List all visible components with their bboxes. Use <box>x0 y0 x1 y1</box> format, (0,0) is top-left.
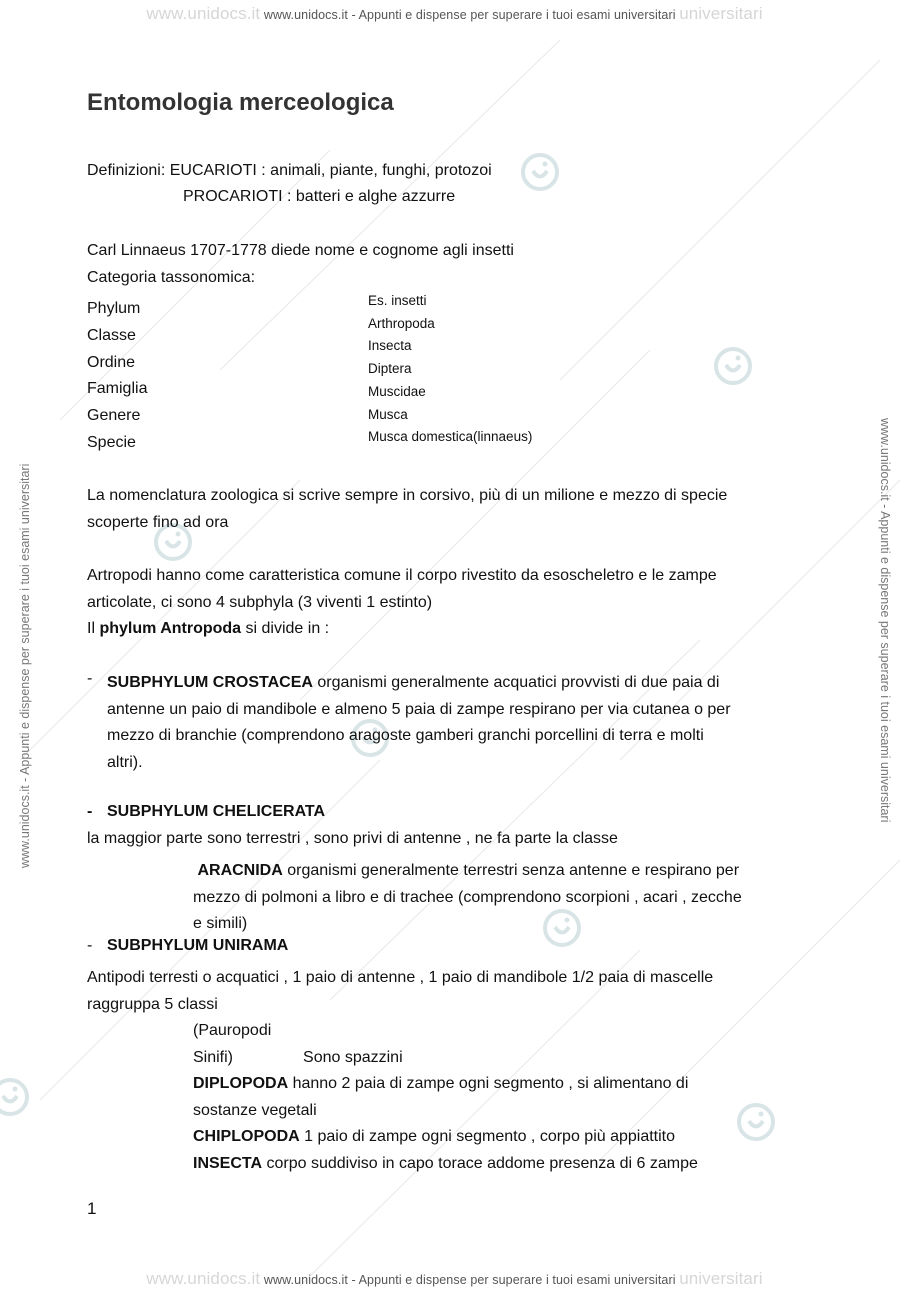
text: organismi generalmente acquatici provvisti di due paia di <box>312 674 720 691</box>
watermark-banner-bottom[interactable] <box>0 1269 909 1289</box>
taxonomy-rank: Classe <box>87 326 136 344</box>
arthropods-paragraph <box>87 563 717 643</box>
definition-procarioti: PROCARIOTI : batteri e alghe azzurre <box>183 188 456 205</box>
bullet-dash: - <box>87 670 93 687</box>
text: organismi generalmente terrestri senza antenne e respirano per <box>282 862 740 879</box>
page-title: Entomologia merceologica <box>87 89 394 116</box>
taxonomy-rank: Genere <box>87 407 141 425</box>
taxonomy-example: Diptera <box>368 361 412 377</box>
watermark-side-left: www.unidocs.it - Appunti e dispense per superare i tuoi esami universitari <box>18 463 32 868</box>
subphylum-heading: SUBPHYLUM CHELICERATA <box>107 803 326 820</box>
watermark-ghost-right: universitari <box>679 1269 763 1288</box>
linnaeus-line: Carl Linnaeus 1707-1778 diede nome e cognome agli insetti <box>87 242 514 259</box>
paragraph-line: raggruppa 5 classi <box>87 995 218 1013</box>
taxonomy-example: Es. insetti <box>368 293 427 308</box>
paragraph-line: Antipodi terresti o acquatici , 1 paio di antenne , 1 paio di mandibole 1/2 paia di mascelle <box>87 969 714 986</box>
watermark-ghost-left: www.unidocs.it <box>146 4 261 23</box>
chelicerata-desc: la maggior parte sono terrestri , sono privi di antenne , ne fa parte la classe <box>87 830 618 847</box>
crostacea-section <box>107 670 731 776</box>
class-heading: ARACNIDA <box>197 862 283 879</box>
taxonomy-example: Musca <box>368 406 408 422</box>
class-item <box>193 1151 698 1178</box>
class-heading: CHIPLOPODA <box>193 1128 300 1145</box>
paragraph-line: scoperte fino ad ora <box>87 513 229 531</box>
taxonomy-example: Arthropoda <box>368 315 435 331</box>
watermark-banner-text: www.unidocs.it - Appunti e dispense per superare i tuoi esami universitari <box>263 1273 676 1287</box>
chelicerata-heading <box>107 803 325 821</box>
crostacea-line <box>107 670 731 697</box>
unidocs-logo-icon <box>0 1077 30 1117</box>
text: corpo suddiviso in capo torace addome presenza di 6 zampe <box>262 1154 698 1172</box>
paragraph-line: mezzo di branchie (comprendono aragoste gamberi granchi porcellini di terra e molti <box>107 727 704 744</box>
class-heading: DIPLOPODA <box>193 1075 289 1092</box>
watermark-ghost-left: www.unidocs.it <box>146 1269 261 1288</box>
taxonomy-heading: Categoria tassonomica: <box>87 269 256 286</box>
class-item: (Pauropodi <box>193 1022 272 1039</box>
taxonomy-rank: Ordine <box>87 353 136 371</box>
taxonomy-ranks <box>87 296 147 457</box>
unidocs-logo-icon <box>520 152 560 192</box>
paragraph-line: articolate, ci sono 4 subphyla (3 viventi 1 estinto) <box>87 593 433 611</box>
watermark-ghost-right: universitari <box>679 4 763 23</box>
taxonomy-examples <box>368 290 532 449</box>
bold-term: phylum Antropoda <box>99 620 242 637</box>
unirama-heading <box>107 937 288 955</box>
text: hanno 2 paia di zampe ogni segmento , si alimentano di <box>288 1075 689 1092</box>
taxonomy-example: Muscidae <box>368 383 426 399</box>
watermark-side-right: www.unidocs.it - Appunti e dispense per superare i tuoi esami universitari <box>878 418 892 823</box>
phylum-line <box>87 616 717 643</box>
watermark-banner-text: www.unidocs.it - Appunti e dispense per superare i tuoi esami universitari <box>263 8 676 22</box>
aracnida-line <box>193 858 742 885</box>
paragraph-line: altri). <box>107 753 143 771</box>
definitions-line-1 <box>87 162 492 180</box>
unirama-classes <box>193 1018 698 1177</box>
definition-eucarioti: EUCARIOTI : animali, piante, funghi, protozoi <box>169 162 492 179</box>
text: 1 paio di zampe ogni segmento , corpo più appiattito <box>299 1128 676 1145</box>
bullet-dash: - <box>87 937 93 954</box>
taxonomy-example: Musca domestica(linnaeus) <box>368 429 533 445</box>
paragraph-line: Artropodi hanno come caratteristica comune il corpo rivestito da esoscheletro e le zampe <box>87 567 717 584</box>
nomenclature-paragraph <box>87 483 727 536</box>
class-heading: INSECTA <box>193 1154 263 1172</box>
paragraph-line: La nomenclatura zoologica si scrive sempre in corsivo, più di un milione e mezzo di specie <box>87 487 728 504</box>
watermark-banner-top[interactable] <box>0 4 909 24</box>
text: Sinifi) <box>193 1048 234 1066</box>
subphylum-heading: SUBPHYLUM CROSTACEA <box>107 674 313 691</box>
definitions-label: Definizioni: <box>87 162 166 179</box>
paragraph-line: mezzo di polmoni a libro e di trachee (comprendono scorpioni , acari , zecche <box>193 888 742 906</box>
taxonomy-rank: Phylum <box>87 300 141 317</box>
unirama-desc <box>87 965 713 1018</box>
page-number: 1 <box>87 1199 97 1218</box>
text: Il <box>87 620 100 637</box>
taxonomy-rank: Famiglia <box>87 380 148 398</box>
unidocs-logo-icon <box>713 346 753 386</box>
paragraph-line: e simili) <box>193 915 248 932</box>
paragraph-line: sostanze vegetali <box>193 1101 317 1119</box>
subphylum-heading: SUBPHYLUM UNIRAMA <box>107 937 289 954</box>
paragraph-line: antenne un paio di mandibole e almeno 5 paia di zampe respirano per via cutanea o per <box>107 700 731 718</box>
taxonomy-rank: Specie <box>87 433 136 451</box>
text: si divide in : <box>241 620 330 637</box>
bullet-dash: - <box>87 803 93 820</box>
class-item <box>193 1045 698 1072</box>
class-item <box>193 1071 698 1098</box>
taxonomy-example: Insecta <box>368 338 412 354</box>
text: Sono spazzini <box>303 1048 403 1066</box>
unidocs-logo-icon <box>736 1102 776 1142</box>
aracnida-section <box>193 858 742 938</box>
class-item <box>193 1124 698 1151</box>
